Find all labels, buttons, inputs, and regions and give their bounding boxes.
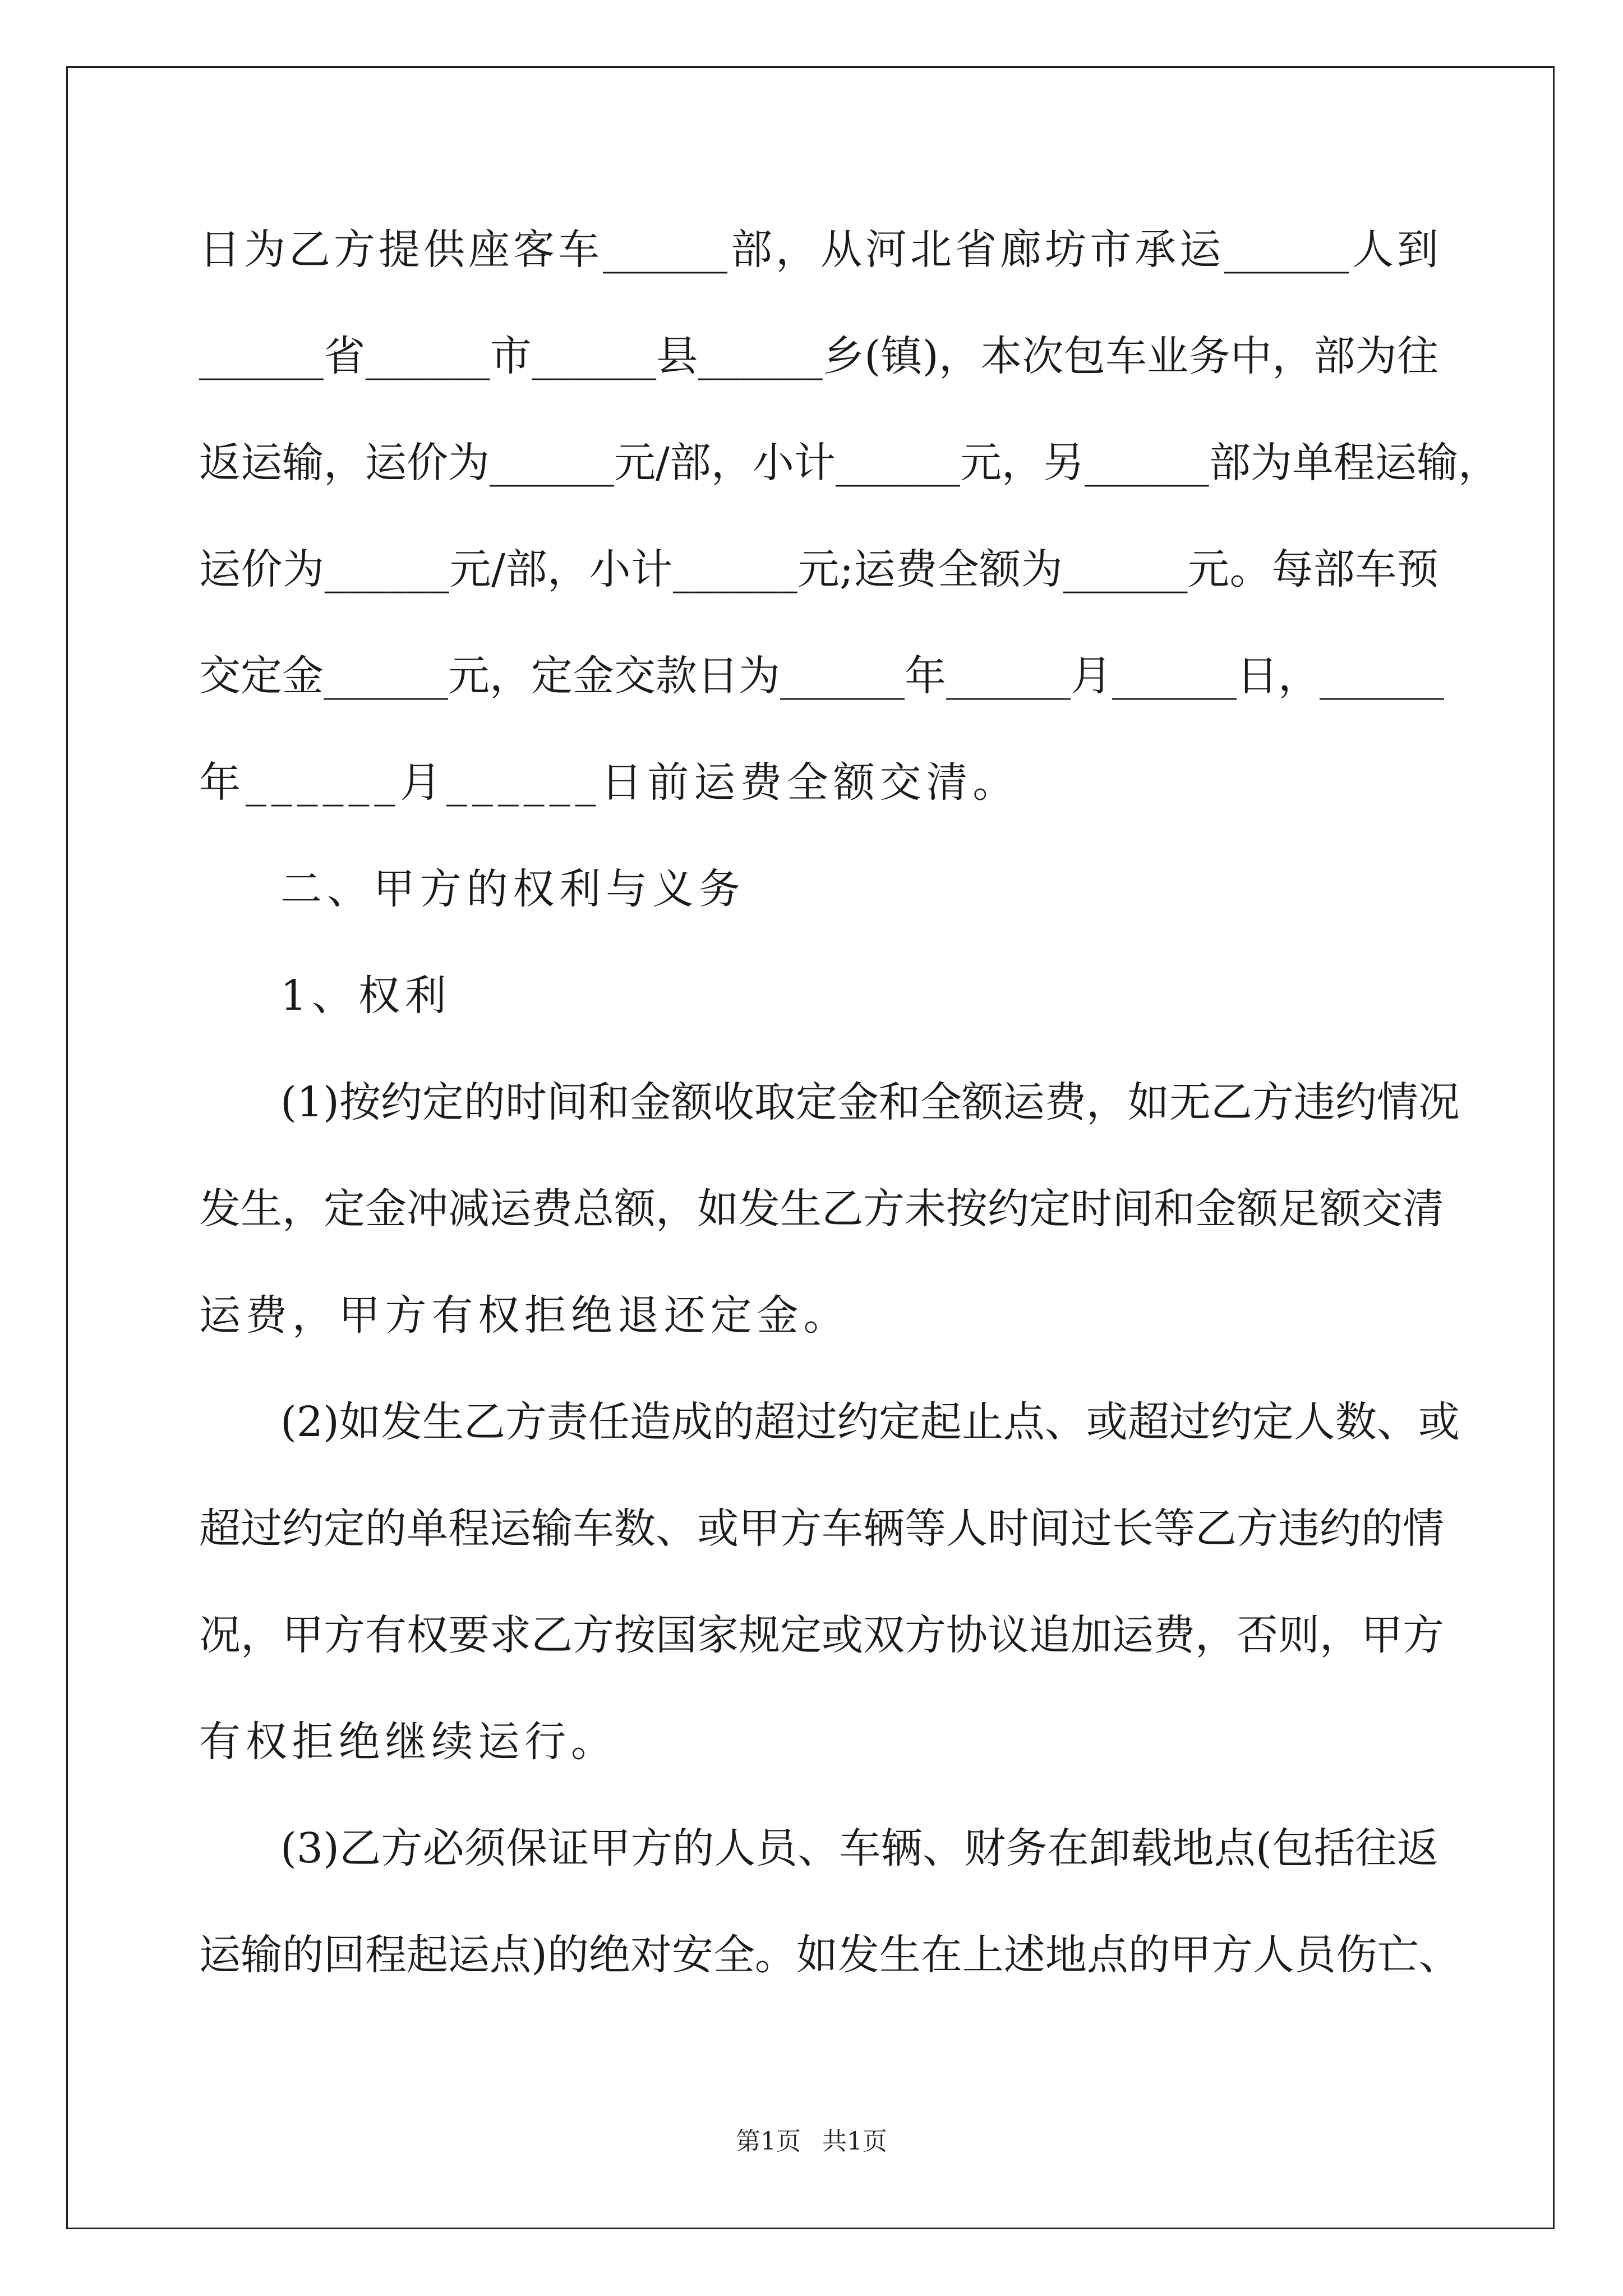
text-line: 发生，定金冲减运费总额，如发生乙方未按约定时间和金额足额交清 (199, 1185, 1444, 1233)
text-line: (1)按约定的时间和金额收取定金和全额运费，如无乙方违约情况 (280, 1078, 1460, 1126)
text-line: 年______月______日前运费全额交清。 (199, 758, 1020, 807)
text-line: 运价为______元/部，小计______元;运费全额为______元。每部车预 (199, 545, 1438, 593)
section-heading: 二、甲方的权利与义务 (280, 865, 745, 913)
text-line: 返运输，运价为______元/部，小计______元，另______部为单程运输， (199, 439, 1500, 487)
text-line: 有权拒绝继续运行。 (199, 1718, 617, 1766)
text-line: 运费，甲方有权拒绝退还定金。 (199, 1291, 850, 1340)
subsection-heading: 1、权利 (280, 972, 451, 1020)
text-line: ______省______市______县______乡(镇)，本次包车业务中，部为往 (199, 332, 1438, 380)
text-line: 超过约定的单程运输车数、或甲方车辆等人时间过长等乙方违约的情 (199, 1504, 1444, 1553)
text-line: 日为乙方提供座客车______部，从河北省廊坊市承运______人到 (199, 226, 1438, 274)
text-line: 况，甲方有权要求乙方按国家规定或双方协议追加运费，否则，甲方 (199, 1611, 1444, 1659)
text-line: (2)如发生乙方责任造成的超过约定起止点、或超过约定人数、或 (280, 1398, 1460, 1446)
page-number: 第1页 (736, 2127, 801, 2156)
page-footer (0, 2125, 1623, 2159)
page-border (66, 66, 1555, 2229)
text-line: 交定金______元，定金交款日为______年______月______日，______ (199, 652, 1444, 700)
page-total: 共1页 (822, 2127, 887, 2156)
text-line: 运输的回程起运点)的绝对安全。如发生在上述地点的甲方人员伤亡、 (199, 1931, 1460, 1979)
text-line: (3)乙方必须保证甲方的人员、车辆、财务在卸载地点(包括往返 (280, 1824, 1438, 1872)
